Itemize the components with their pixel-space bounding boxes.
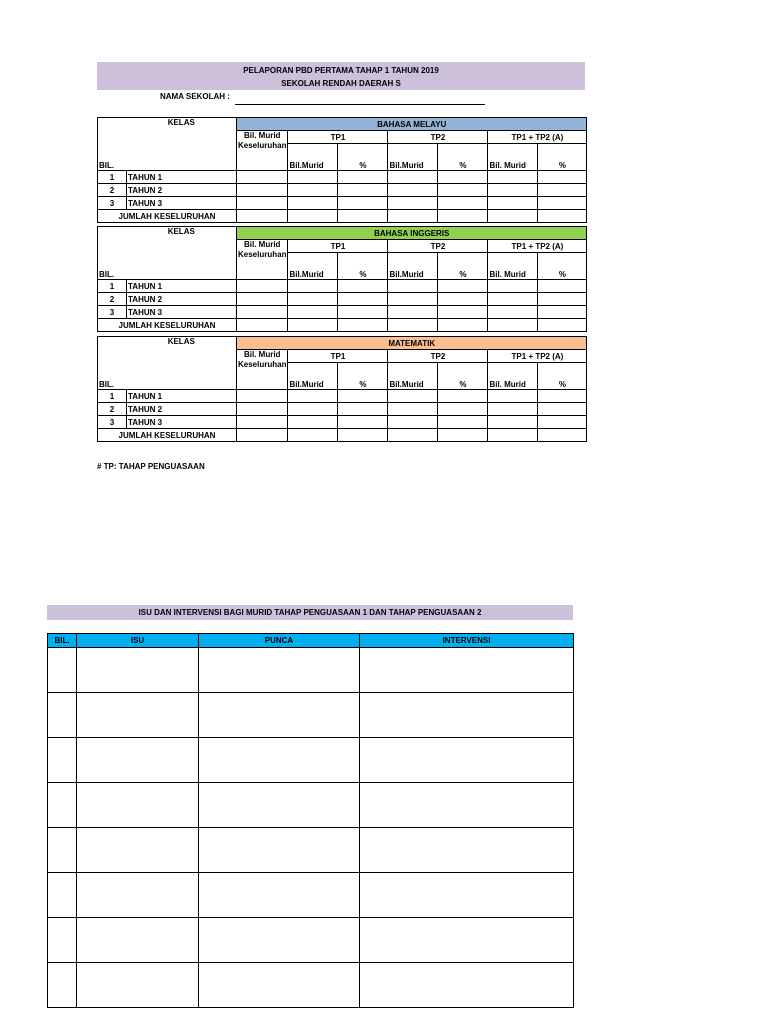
data-cell[interactable] bbox=[488, 306, 538, 319]
total-cell[interactable] bbox=[237, 319, 288, 332]
isu-cell[interactable] bbox=[77, 963, 199, 1008]
tp2-header: TP2 bbox=[388, 131, 488, 144]
data-cell[interactable] bbox=[538, 184, 587, 197]
total-cell[interactable] bbox=[388, 319, 438, 332]
total-row bbox=[98, 210, 587, 223]
total-label: JUMLAH KESELURUHAN bbox=[98, 319, 237, 332]
row-number: 1 bbox=[98, 280, 127, 293]
bil-header: BIL. bbox=[98, 118, 127, 171]
data-cell[interactable] bbox=[338, 280, 388, 293]
tp1-bil-murid-header: Bil.Murid bbox=[288, 363, 338, 390]
data-cell[interactable] bbox=[438, 171, 488, 184]
data-cell[interactable] bbox=[488, 416, 538, 429]
row-label: TAHUN 3 bbox=[127, 416, 237, 429]
tp-sum-percent-header: % bbox=[538, 363, 587, 390]
subject-name: BAHASA INGGERIS bbox=[237, 227, 587, 240]
data-cell[interactable] bbox=[388, 184, 438, 197]
data-cell[interactable] bbox=[388, 416, 438, 429]
data-cell[interactable] bbox=[538, 416, 587, 429]
data-cell[interactable] bbox=[288, 416, 338, 429]
data-cell[interactable] bbox=[338, 390, 388, 403]
data-cell[interactable] bbox=[438, 390, 488, 403]
tp-sum-percent-header: % bbox=[538, 144, 587, 171]
total-cell[interactable] bbox=[538, 429, 587, 442]
data-cell[interactable] bbox=[237, 403, 288, 416]
isu-cell[interactable] bbox=[199, 693, 360, 738]
isu-cell[interactable] bbox=[77, 648, 199, 693]
isu-cell[interactable] bbox=[48, 873, 77, 918]
punca-header: PUNCA bbox=[199, 634, 360, 648]
data-cell[interactable] bbox=[388, 293, 438, 306]
isu-cell[interactable] bbox=[199, 783, 360, 828]
isu-cell[interactable] bbox=[360, 738, 574, 783]
total-cell[interactable] bbox=[488, 319, 538, 332]
row-number: 3 bbox=[98, 197, 127, 210]
data-cell[interactable] bbox=[338, 197, 388, 210]
table-row bbox=[98, 416, 587, 429]
total-cell[interactable] bbox=[538, 319, 587, 332]
row-label: TAHUN 3 bbox=[127, 306, 237, 319]
data-cell[interactable] bbox=[438, 197, 488, 210]
isu-cell[interactable] bbox=[77, 783, 199, 828]
data-cell[interactable] bbox=[488, 171, 538, 184]
total-cell[interactable] bbox=[488, 429, 538, 442]
nama-sekolah-line[interactable] bbox=[235, 104, 485, 105]
data-cell[interactable] bbox=[338, 416, 388, 429]
total-label: JUMLAH KESELURUHAN bbox=[98, 210, 237, 223]
kelas-header: KELAS bbox=[127, 337, 237, 390]
report-title-bar bbox=[97, 62, 585, 90]
kelas-header: KELAS bbox=[127, 227, 237, 280]
data-cell[interactable] bbox=[288, 306, 338, 319]
tp1-percent-header: % bbox=[338, 144, 388, 171]
data-cell[interactable] bbox=[538, 306, 587, 319]
isu-cell[interactable] bbox=[199, 828, 360, 873]
data-cell[interactable] bbox=[237, 416, 288, 429]
isu-table bbox=[47, 633, 574, 1008]
report-title: PELAPORAN PBD PERTAMA TAHAP 1 TAHUN 2019 bbox=[243, 66, 439, 75]
data-cell[interactable] bbox=[237, 306, 288, 319]
row-number: 3 bbox=[98, 306, 127, 319]
isu-cell[interactable] bbox=[77, 918, 199, 963]
total-cell[interactable] bbox=[338, 319, 388, 332]
isu-section-title: ISU DAN INTERVENSI BAGI MURID TAHAP PENGUASAAN 1 DAN TAHAP PENGUASAAN 2 bbox=[47, 605, 573, 620]
data-cell[interactable] bbox=[288, 197, 338, 210]
row-label: TAHUN 2 bbox=[127, 403, 237, 416]
tp1-percent-header: % bbox=[338, 363, 388, 390]
tp-sum-bil-murid-header: Bil. Murid bbox=[488, 363, 538, 390]
row-number: 1 bbox=[98, 171, 127, 184]
bil-murid-keseluruhan-header: Bil. Murid Keseluruhan bbox=[237, 350, 288, 390]
row-label: TAHUN 2 bbox=[127, 293, 237, 306]
data-cell[interactable] bbox=[288, 390, 338, 403]
total-cell[interactable] bbox=[388, 429, 438, 442]
data-cell[interactable] bbox=[237, 197, 288, 210]
data-cell[interactable] bbox=[288, 184, 338, 197]
tp2-bil-murid-header: Bil.Murid bbox=[388, 363, 438, 390]
table-row bbox=[98, 171, 587, 184]
isu-header: ISU bbox=[77, 634, 199, 648]
bil-murid-keseluruhan-header: Bil. Murid Keseluruhan bbox=[237, 131, 288, 171]
data-cell[interactable] bbox=[538, 293, 587, 306]
tp1-header: TP1 bbox=[288, 350, 388, 363]
data-cell[interactable] bbox=[438, 280, 488, 293]
isu-cell[interactable] bbox=[48, 693, 77, 738]
total-cell[interactable] bbox=[438, 429, 488, 442]
data-cell[interactable] bbox=[538, 171, 587, 184]
tp1-header: TP1 bbox=[288, 240, 388, 253]
data-cell[interactable] bbox=[338, 293, 388, 306]
data-cell[interactable] bbox=[388, 403, 438, 416]
table-row bbox=[98, 293, 587, 306]
isu-row bbox=[48, 828, 574, 873]
total-label: JUMLAH KESELURUHAN bbox=[98, 429, 237, 442]
subject-name: MATEMATIK bbox=[237, 337, 587, 350]
data-cell[interactable] bbox=[237, 293, 288, 306]
total-cell[interactable] bbox=[388, 210, 438, 223]
total-cell[interactable] bbox=[237, 429, 288, 442]
isu-cell[interactable] bbox=[360, 918, 574, 963]
total-row bbox=[98, 319, 587, 332]
data-cell[interactable] bbox=[388, 197, 438, 210]
isu-cell[interactable] bbox=[77, 738, 199, 783]
tp-sum-header: TP1 + TP2 (A) bbox=[488, 350, 587, 363]
isu-cell[interactable] bbox=[199, 873, 360, 918]
data-cell[interactable] bbox=[388, 171, 438, 184]
data-cell[interactable] bbox=[438, 416, 488, 429]
tp1-bil-murid-header: Bil.Murid bbox=[288, 253, 338, 280]
data-cell[interactable] bbox=[538, 197, 587, 210]
data-cell[interactable] bbox=[288, 403, 338, 416]
kelas-header: KELAS bbox=[127, 118, 237, 171]
data-cell[interactable] bbox=[538, 280, 587, 293]
total-cell[interactable] bbox=[438, 319, 488, 332]
row-label: TAHUN 1 bbox=[127, 390, 237, 403]
bil-murid-keseluruhan-header: Bil. Murid Keseluruhan bbox=[237, 240, 288, 280]
isu-cell[interactable] bbox=[77, 693, 199, 738]
isu-cell[interactable] bbox=[360, 828, 574, 873]
data-cell[interactable] bbox=[388, 280, 438, 293]
tp-note: # TP: TAHAP PENGUASAAN bbox=[97, 462, 205, 471]
row-number: 1 bbox=[98, 390, 127, 403]
intervensi-header: INTERVENSI bbox=[360, 634, 574, 648]
isu-row bbox=[48, 783, 574, 828]
total-row bbox=[98, 429, 587, 442]
total-cell[interactable] bbox=[288, 319, 338, 332]
isu-row bbox=[48, 738, 574, 783]
isu-row bbox=[48, 918, 574, 963]
isu-cell[interactable] bbox=[360, 648, 574, 693]
isu-cell[interactable] bbox=[360, 873, 574, 918]
tp2-percent-header: % bbox=[438, 144, 488, 171]
isu-row bbox=[48, 963, 574, 1008]
isu-cell[interactable] bbox=[199, 963, 360, 1008]
tp2-percent-header: % bbox=[438, 253, 488, 280]
tp1-percent-header: % bbox=[338, 253, 388, 280]
data-cell[interactable] bbox=[338, 306, 388, 319]
report-subtitle: SEKOLAH RENDAH DAERAH S bbox=[281, 79, 401, 88]
subject-table bbox=[97, 117, 587, 223]
data-cell[interactable] bbox=[438, 306, 488, 319]
data-cell[interactable] bbox=[237, 280, 288, 293]
data-cell[interactable] bbox=[338, 403, 388, 416]
tp2-bil-murid-header: Bil.Murid bbox=[388, 253, 438, 280]
data-cell[interactable] bbox=[488, 403, 538, 416]
total-cell[interactable] bbox=[288, 210, 338, 223]
tp1-bil-murid-header: Bil.Murid bbox=[288, 144, 338, 171]
row-label: TAHUN 1 bbox=[127, 171, 237, 184]
isu-cell[interactable] bbox=[77, 873, 199, 918]
isu-cell[interactable] bbox=[199, 738, 360, 783]
tp-sum-header: TP1 + TP2 (A) bbox=[488, 131, 587, 144]
data-cell[interactable] bbox=[488, 293, 538, 306]
total-cell[interactable] bbox=[288, 429, 338, 442]
tp2-header: TP2 bbox=[388, 240, 488, 253]
row-label: TAHUN 2 bbox=[127, 184, 237, 197]
tp1-header: TP1 bbox=[288, 131, 388, 144]
isu-cell[interactable] bbox=[48, 963, 77, 1008]
data-cell[interactable] bbox=[488, 390, 538, 403]
row-number: 2 bbox=[98, 403, 127, 416]
data-cell[interactable] bbox=[388, 390, 438, 403]
tp2-bil-murid-header: Bil.Murid bbox=[388, 144, 438, 171]
data-cell[interactable] bbox=[488, 184, 538, 197]
data-cell[interactable] bbox=[488, 280, 538, 293]
tp-sum-bil-murid-header: Bil. Murid bbox=[488, 253, 538, 280]
row-number: 3 bbox=[98, 416, 127, 429]
isu-cell[interactable] bbox=[48, 648, 77, 693]
row-label: TAHUN 3 bbox=[127, 197, 237, 210]
data-cell[interactable] bbox=[538, 403, 587, 416]
data-cell[interactable] bbox=[488, 197, 538, 210]
subject-table bbox=[97, 226, 587, 332]
data-cell[interactable] bbox=[237, 390, 288, 403]
total-cell[interactable] bbox=[237, 210, 288, 223]
nama-sekolah-label: NAMA SEKOLAH : bbox=[160, 92, 230, 101]
isu-row bbox=[48, 693, 574, 738]
table-row bbox=[98, 306, 587, 319]
isu-bil-header: BIL. bbox=[48, 634, 77, 648]
table-row bbox=[98, 403, 587, 416]
tp2-header: TP2 bbox=[388, 350, 488, 363]
data-cell[interactable] bbox=[388, 306, 438, 319]
data-cell[interactable] bbox=[237, 184, 288, 197]
table-row bbox=[98, 280, 587, 293]
isu-cell[interactable] bbox=[360, 693, 574, 738]
row-label: TAHUN 1 bbox=[127, 280, 237, 293]
isu-cell[interactable] bbox=[77, 828, 199, 873]
subject-name: BAHASA MELAYU bbox=[237, 118, 587, 131]
row-number: 2 bbox=[98, 184, 127, 197]
isu-cell[interactable] bbox=[48, 918, 77, 963]
data-cell[interactable] bbox=[438, 293, 488, 306]
isu-cell[interactable] bbox=[199, 918, 360, 963]
isu-cell[interactable] bbox=[48, 783, 77, 828]
isu-cell[interactable] bbox=[199, 648, 360, 693]
row-number: 2 bbox=[98, 293, 127, 306]
data-cell[interactable] bbox=[237, 171, 288, 184]
bil-header: BIL. bbox=[98, 227, 127, 280]
tp-sum-percent-header: % bbox=[538, 253, 587, 280]
total-cell[interactable] bbox=[338, 210, 388, 223]
data-cell[interactable] bbox=[288, 293, 338, 306]
tp-sum-header: TP1 + TP2 (A) bbox=[488, 240, 587, 253]
data-cell[interactable] bbox=[538, 390, 587, 403]
table-row bbox=[98, 390, 587, 403]
table-row bbox=[98, 197, 587, 210]
table-row bbox=[98, 184, 587, 197]
data-cell[interactable] bbox=[288, 280, 338, 293]
isu-cell[interactable] bbox=[48, 738, 77, 783]
isu-row bbox=[48, 648, 574, 693]
subject-table bbox=[97, 336, 587, 442]
isu-cell[interactable] bbox=[360, 963, 574, 1008]
tp-sum-bil-murid-header: Bil. Murid bbox=[488, 144, 538, 171]
data-cell[interactable] bbox=[338, 171, 388, 184]
bil-header: BIL. bbox=[98, 337, 127, 390]
data-cell[interactable] bbox=[338, 184, 388, 197]
isu-row bbox=[48, 873, 574, 918]
data-cell[interactable] bbox=[438, 184, 488, 197]
data-cell[interactable] bbox=[438, 403, 488, 416]
total-cell[interactable] bbox=[488, 210, 538, 223]
total-cell[interactable] bbox=[438, 210, 488, 223]
tp2-percent-header: % bbox=[438, 363, 488, 390]
total-cell[interactable] bbox=[538, 210, 587, 223]
total-cell[interactable] bbox=[338, 429, 388, 442]
data-cell[interactable] bbox=[288, 171, 338, 184]
isu-cell[interactable] bbox=[360, 783, 574, 828]
isu-cell[interactable] bbox=[48, 828, 77, 873]
